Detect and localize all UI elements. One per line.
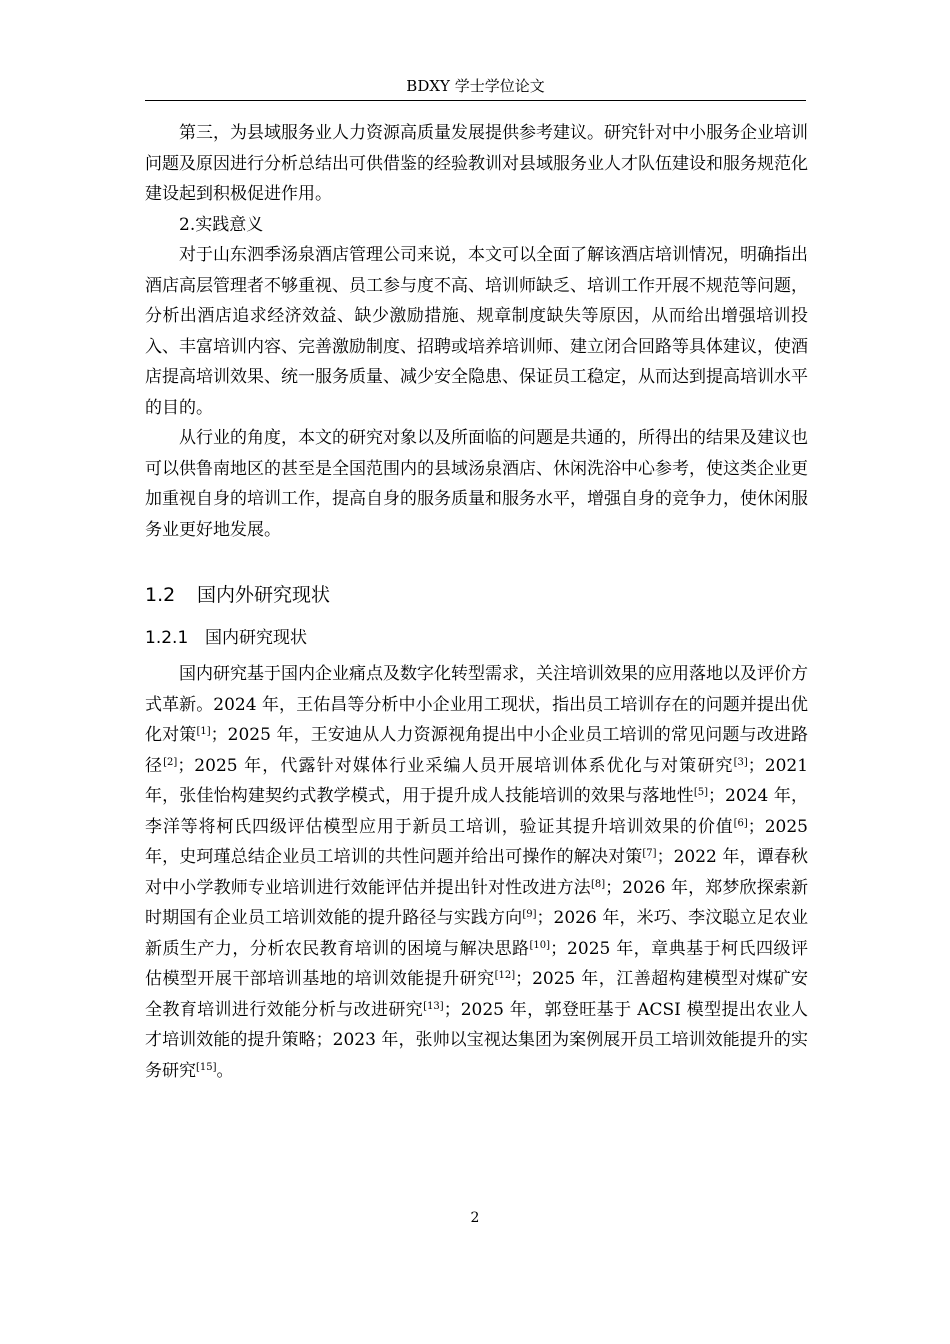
sentence: ；2025 年，王安迪从人力资源视角提出中小企业员工培训的常见问题与改进路径 bbox=[145, 725, 809, 776]
sentence: ；2021 年，张佳怡构建契约式教学模式，用于提升成人技能培训的效果与落地性 bbox=[145, 755, 809, 806]
citation: [3] bbox=[733, 756, 748, 768]
paragraph-domestic-research bbox=[145, 659, 808, 1086]
paragraph-practical-significance: 对于山东泗季汤泉酒店管理公司来说，本文可以全面了解该酒店培训情况，明确指出酒店高层管理者不够重视、员工参与度不高、培训师缺乏、培训工作开展不规范等问题，分析出酒店追求经济效益、缺少激励措施、规章制度缺失等原因，从而给出增强培训投入、丰富培训内容、完善激励制度、招聘或培养培训师、建立闭合回路等具体建议，使酒店提高培训效果、统一服务质量、减少安全隐患、保证员工稳定，从而达到提高培训水平的目的。 bbox=[145, 245, 808, 418]
subsection-heading bbox=[145, 621, 808, 655]
sentence: ；2026 年，米巧、李汶聪立足农业新质生产力，分析农民教育培训的困境与解决思路 bbox=[145, 908, 809, 959]
subsection-title: 国内研究现状 bbox=[205, 628, 307, 648]
citation: [5] bbox=[693, 787, 709, 798]
sentence: 2024 年，王佑昌等分析中小企业用工现状，指出员工培训存在的问题并提出优化对策 bbox=[145, 694, 809, 745]
paragraph-industry-perspective: 从行业的角度，本文的研究对象以及所面临的问题是共通的，所得出的结果及建议也可以供鲁南地区的甚至是全国范围内的县域汤泉酒店、休闲洗浴中心参考，使这类企业更加重视自身的培训工作，提高自身的服务质量和服务水平，增强自身的竞争力，使休闲服务业更好地发展。 bbox=[145, 428, 808, 540]
sentence: ；2024 年，李洋等将柯氏四级评估模型应用于新员工培训，验证其提升培训效果的价值 bbox=[145, 786, 809, 837]
citation: [12] bbox=[494, 970, 516, 981]
sentence: ；2025 年，郭登旺基于 ACSI 模型提出农业人才培训效能的提升策略；2023 年，张帅以宝视达集团为案例展开员工培训效能提升的实务研究 bbox=[145, 999, 808, 1081]
sentence: ；2025 年，章典基于柯氏四级评估模型开展干部培训基地的培训效能提升研究 bbox=[145, 938, 808, 989]
sentence-end: 。 bbox=[216, 1060, 234, 1081]
section-number: 1.2 bbox=[145, 584, 176, 606]
section-title: 国内外研究现状 bbox=[197, 584, 331, 606]
citation: [6] bbox=[733, 817, 748, 829]
sentence: ；2025 年，史珂瑾总结企业员工培训的共性问题并给出可操作的解决对策 bbox=[145, 816, 808, 867]
sentence: ；2026 年，郑梦欣探索新时期国有企业员工培训效能的提升路径与实践方向 bbox=[145, 877, 809, 928]
page-number: 2 bbox=[470, 1210, 480, 1226]
sentence: ；2022 年，谭春秋对中小学教师专业培训进行效能评估并提出针对性改进方法 bbox=[145, 847, 809, 898]
citation: [7] bbox=[642, 848, 657, 859]
paragraph-third-point: 第三，为县域服务业人力资源高质量发展提供参考建议。研究针对中小服务企业培训问题及原因进行分析总结出可供借鉴的经验教训对县域服务业人才队伍建设和服务规范化建设起到积极促进作用。 bbox=[145, 123, 808, 204]
citation: [10] bbox=[529, 939, 551, 951]
citation: [9] bbox=[522, 909, 537, 920]
sentence: 国内研究基于国内企业痛点及数字化转型需求，关注培训效果的应用落地以及评价方式革新。 bbox=[145, 664, 808, 715]
citation: [2] bbox=[163, 756, 178, 768]
sentence: ；2025 年，江善超构建模型对煤矿安全教育培训进行效能分析与改进研究 bbox=[145, 969, 808, 1020]
subheading-practical-significance: 2.实践意义 bbox=[179, 214, 264, 235]
citation: [13] bbox=[423, 1000, 444, 1012]
citation: [15] bbox=[196, 1061, 217, 1073]
running-header: BDXY 学士学位论文 bbox=[145, 72, 806, 101]
sentence: ；2025 年，代露针对媒体行业采编人员开展培训体系优化与对策研究 bbox=[177, 755, 734, 776]
page-body bbox=[145, 118, 808, 1086]
subsection-number: 1.2.1 bbox=[145, 628, 189, 648]
citation: [1] bbox=[196, 726, 211, 737]
citation: [8] bbox=[590, 878, 606, 890]
section-heading bbox=[145, 575, 808, 615]
